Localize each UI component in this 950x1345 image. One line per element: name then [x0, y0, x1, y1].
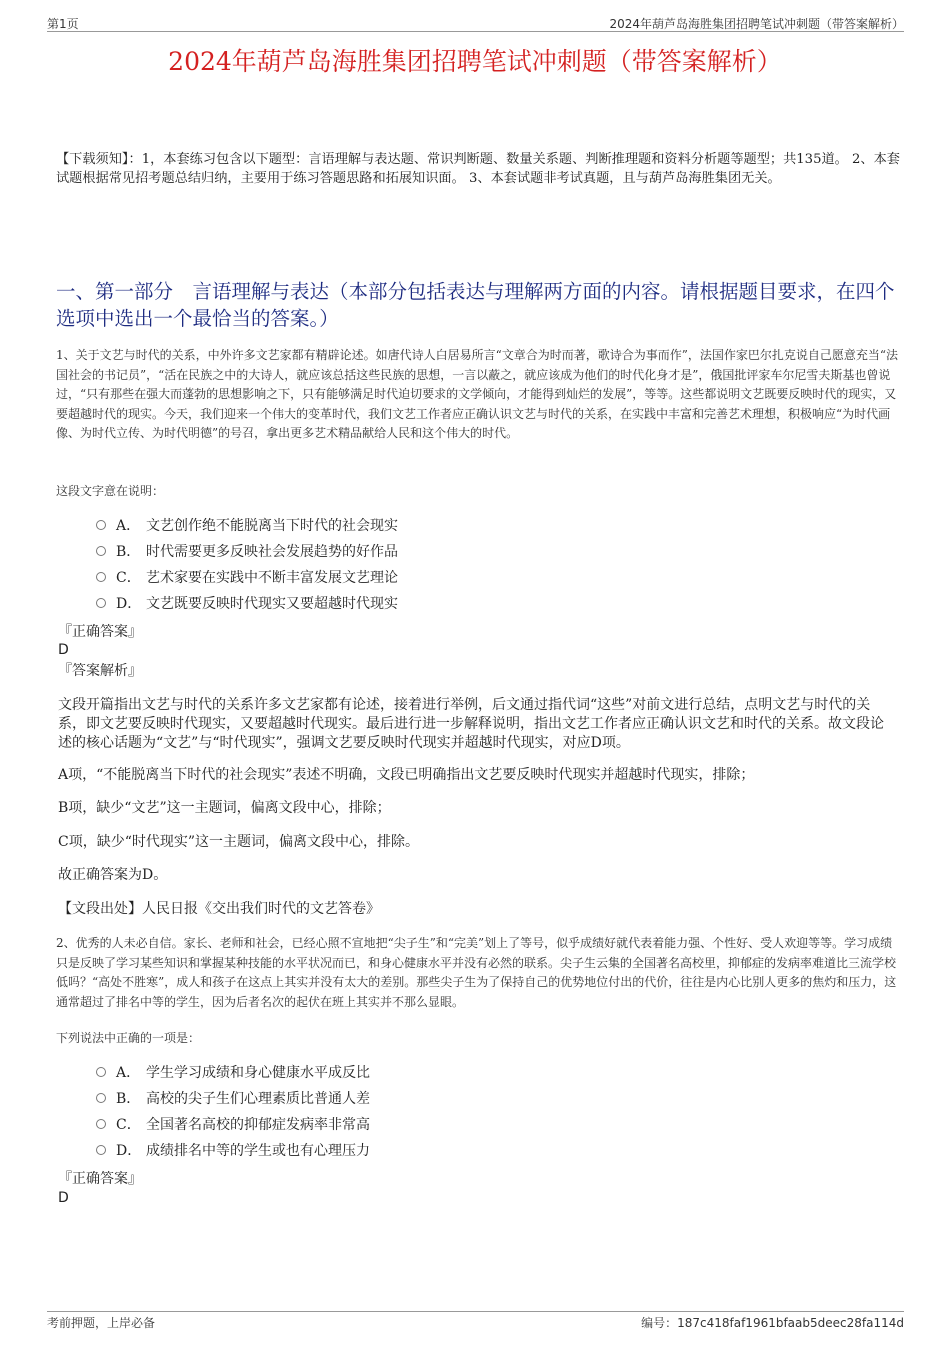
question-1-prompt: 这段文字意在说明：	[56, 484, 165, 498]
question-2-option-d[interactable]: D． 成绩排名中等的学生或也有心理压力	[96, 1138, 370, 1164]
radio-icon[interactable]	[96, 572, 106, 582]
source-note: 【文段出处】人民日报《交出我们时代的文艺答卷》	[58, 901, 380, 917]
question-1-answer: D	[58, 642, 69, 658]
question-1-option-d[interactable]: D． 文艺既要反映时代现实又要超越时代现实	[96, 591, 398, 617]
question-2-option-c[interactable]: C． 全国著名高校的抑郁症发病率非常高	[96, 1112, 370, 1138]
radio-icon[interactable]	[96, 1093, 106, 1103]
analysis-paragraph: 故正确答案为D。	[58, 867, 168, 883]
question-2-option-b[interactable]: B． 高校的尖子生们心理素质比普通人差	[96, 1086, 370, 1112]
page-number: 第1页	[47, 17, 79, 31]
radio-icon[interactable]	[96, 1145, 106, 1155]
question-1-option-c[interactable]: C． 艺术家要在实践中不断丰富发展文艺理论	[96, 565, 398, 591]
footer-slogan: 考前押题，上岸必备	[47, 1316, 156, 1330]
radio-icon[interactable]	[96, 598, 106, 608]
page-footer	[47, 1311, 904, 1330]
question-2-answer: D	[58, 1190, 69, 1206]
header-doc-title: 2024年葫芦岛海胜集团招聘笔试冲刺题（带答案解析）	[609, 17, 904, 31]
section-heading: 一、第一部分 言语理解与表达（本部分包括表达与理解两方面的内容。请根据题目要求，在四个选项中选出一个最恰当的答案。）	[56, 280, 895, 330]
page-header	[47, 13, 904, 32]
question-2-stem: 2、优秀的人未必自信。家长、老师和社会，已经心照不宣地把“尖子生”和“完美”划上了等号，似乎成绩好就代表着能力强、个性好、受人欢迎等等。学习成绩只是反映了学习某些知识和掌握某种技能的水平状况而已，和身心健康水平并没有必然的联系。尖子生云集的全国著名高校里，抑郁症的发病率难道比三流学校低吗？“高处不胜寒”，成人和孩子在这点上其实并没有太大的差别。那些尖子生为了保持自己的优势地位付出的代价，往往是内心比别人更多的焦灼和压力，这通常超过了排名中等的学生，因为后者名次的起伏在班上其实并不那么显眼。	[56, 936, 897, 1009]
question-1-option-a[interactable]: A． 文艺创作绝不能脱离当下时代的社会现实	[96, 513, 398, 539]
radio-icon[interactable]	[96, 546, 106, 556]
analysis-paragraph: C项，缺少“时代现实”这一主题词，偏离文段中心，排除。	[58, 834, 420, 850]
question-2-options	[96, 1060, 370, 1164]
analysis-paragraph: A项，“不能脱离当下时代的社会现实”表述不明确，文段已明确指出文艺要反映时代现实并超越时代现实，排除；	[58, 767, 755, 783]
question-2-prompt: 下列说法中正确的一项是：	[56, 1031, 201, 1045]
radio-icon[interactable]	[96, 1067, 106, 1077]
footer-doc-id: 编号：187c418faf1961bfaab5deec28fa114d	[641, 1316, 904, 1330]
question-1-options	[96, 513, 398, 617]
question-1-answer-label: 『正确答案』	[58, 624, 142, 640]
document-title: 2024年葫芦岛海胜集团招聘笔试冲刺题（带答案解析）	[168, 47, 782, 76]
question-1-stem: 1、关于文艺与时代的关系，中外许多文艺家都有精辟论述。如唐代诗人白居易所言“文章合为时而著，歌诗合为事而作”，法国作家巴尔扎克说自己愿意充当“法国社会的书记员”，“活在民族之中的大诗人，就应该总括这些民族的思想，一言以蔽之，就应该成为他们的时代化身才是”，俄国批评家车尔尼雪夫斯基也曾说过，“只有那些在强大而蓬勃的思想影响之下，只有能够满足时代迫切要求的文学倾向，才能得到灿烂的发展”，等等。这些都说明文艺既要反映时代的现实，又要超越时代的现实。今天，我们迎来一个伟大的变革时代，我们文艺工作者应正确认识文艺与时代的关系，在实践中丰富和完善艺术理想，积极响应“为时代画像、为时代立传、为时代明德”的号召，拿出更多艺术精品献给人民和这个伟大的时代。	[56, 348, 899, 440]
question-1-analysis-label: 『答案解析』	[58, 663, 142, 679]
question-2-answer-label: 『正确答案』	[58, 1171, 142, 1187]
analysis-paragraph: B项，缺少“文艺”这一主题词，偏离文段中心，排除；	[58, 800, 391, 816]
question-2-option-a[interactable]: A． 学生学习成绩和身心健康水平成反比	[96, 1060, 370, 1086]
question-1-option-b[interactable]: B． 时代需要更多反映社会发展趋势的好作品	[96, 539, 398, 565]
radio-icon[interactable]	[96, 520, 106, 530]
radio-icon[interactable]	[96, 1119, 106, 1129]
download-notice: 【下载须知】：1，本套练习包含以下题型：言语理解与表达题、常识判断题、数量关系题、判断推理题和资料分析题等题型；共135道。 2、本套试题根据常见招考题总结归纳，主要用于练习答题思路和拓展知识面。 3、本套试题非考试真题，且与葫芦岛海胜集团无关。	[56, 152, 900, 186]
analysis-paragraph: 文段开篇指出文艺与时代的关系许多文艺家都有论述，接着进行举例，后文通过指代词“这些”对前文进行总结，点明文艺与时代的关系，即文艺要反映时代现实，又要超越时代现实。最后进行进一步解释说明，指出文艺工作者应正确认识文艺和时代的关系。故文段论述的核心话题为“文艺”与“时代现实”，强调文艺要反映时代现实并超越时代现实，对应D项。	[58, 697, 884, 751]
